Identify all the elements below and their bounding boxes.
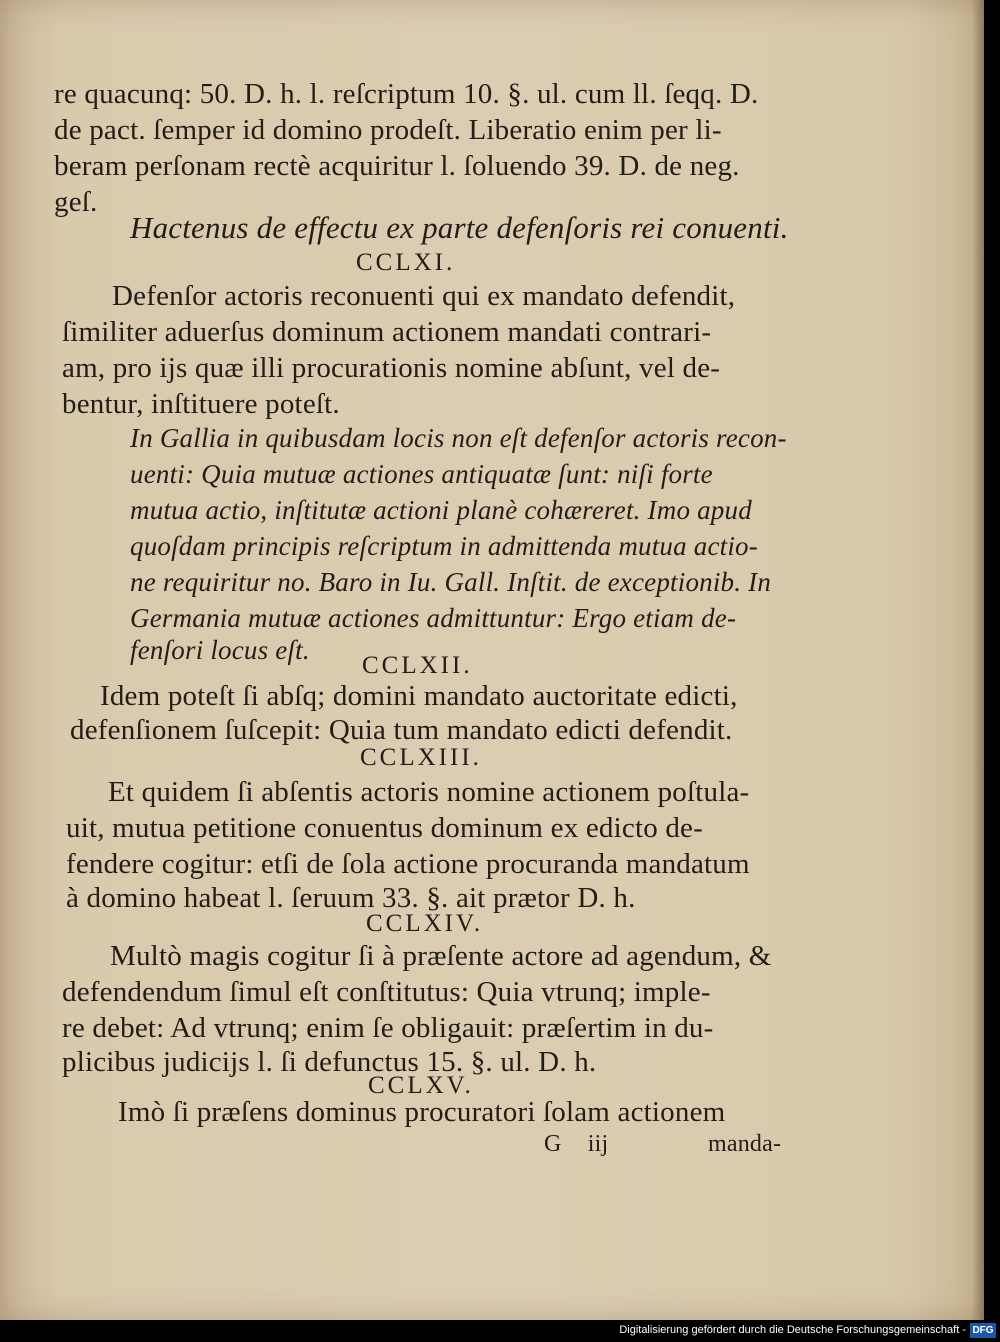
text-line: Multò magis cogitur ſi à præſente actore ad agendum, &	[110, 940, 772, 972]
text-line: bentur, inſtituere poteſt.	[62, 388, 340, 420]
section-number: CCLXIV.	[366, 910, 484, 937]
text-line: Defenſor actoris reconuenti qui ex mandato defendit,	[112, 280, 736, 312]
section-number: CCLXI.	[356, 249, 456, 276]
text-line: defenſionem ſuſcepit: Quia tum mandato edicti defendit.	[70, 714, 733, 746]
dfg-logo-icon: DFG	[970, 1323, 996, 1338]
section-number: CCLXV.	[368, 1072, 474, 1099]
text-line: defendendum ſimul eſt conſtitutus: Quia vtrunq; imple-	[62, 976, 711, 1008]
text-line: fendere cogitur: etſi de ſola actione procuranda mandatum	[66, 848, 750, 880]
text-line: plicibus judicijs l. ſi defunctus 15. §. ul. D. h.	[62, 1046, 597, 1078]
note-line: quoſdam principis reſcriptum in admittenda mutua actio-	[130, 531, 758, 561]
note-line: Germania mutuæ actiones admittuntur: Ergo etiam de-	[130, 603, 737, 633]
text-line: am, pro ijs quæ illi procurationis nomine abſunt, vel de-	[62, 352, 721, 384]
note-line: fenſori locus eſt.	[130, 635, 310, 665]
text-line: Idem poteſt ſi abſq; domini mandato auctoritate edicti,	[100, 680, 738, 712]
catchword: manda-	[708, 1131, 782, 1157]
text-line: re quacunq: 50. D. h. l. reſcriptum 10. §. ul. cum ll. ſeqq. D.	[54, 78, 759, 110]
note-line: uenti: Quia mutuæ actiones antiquatæ ſunt: niſi forte	[130, 459, 713, 489]
text-line: beram perſonam rectè acquiritur l. ſoluendo 39. D. de neg.	[54, 150, 740, 182]
text-line: à domino habeat l. ſeruum 33. §. ait prætor D. h.	[66, 882, 636, 914]
text-line: ſimiliter aduerſus dominum actionem mandati contrari-	[62, 316, 712, 348]
section-heading: Hactenus de effectu ex parte defenſoris rei conuenti.	[130, 210, 789, 245]
text-line: Imò ſi præſens dominus procuratori ſolam actionem	[118, 1096, 726, 1128]
signature-mark: G iij	[544, 1131, 609, 1157]
note-line: In Gallia in quibusdam locis non eſt defenſor actoris recon-	[130, 423, 787, 453]
text-line: de pact. ſemper id domino prodeſt. Liberatio enim per li-	[54, 114, 722, 146]
note-line: mutua actio, inſtitutæ actioni planè cohæreret. Imo apud	[130, 495, 752, 525]
text-line: geſ.	[54, 186, 98, 218]
section-number: CCLXII.	[362, 652, 473, 679]
footer-credit: Digitalisierung gefördert durch die Deutsche Forschungsgemeinschaft -	[619, 1324, 966, 1336]
footer-bar	[0, 1320, 1000, 1342]
text-line: Et quidem ſi abſentis actoris nomine actionem poſtula-	[108, 776, 750, 808]
note-line: ne requiritur no. Baro in Iu. Gall. Inſtit. de exceptionib. In	[130, 567, 772, 597]
section-number: CCLXIII.	[360, 744, 482, 771]
text-line: uit, mutua petitione conuentus dominum ex edicto de-	[66, 812, 703, 844]
text-line: re debet: Ad vtrunq; enim ſe obligauit: præſertim in du-	[62, 1012, 714, 1044]
